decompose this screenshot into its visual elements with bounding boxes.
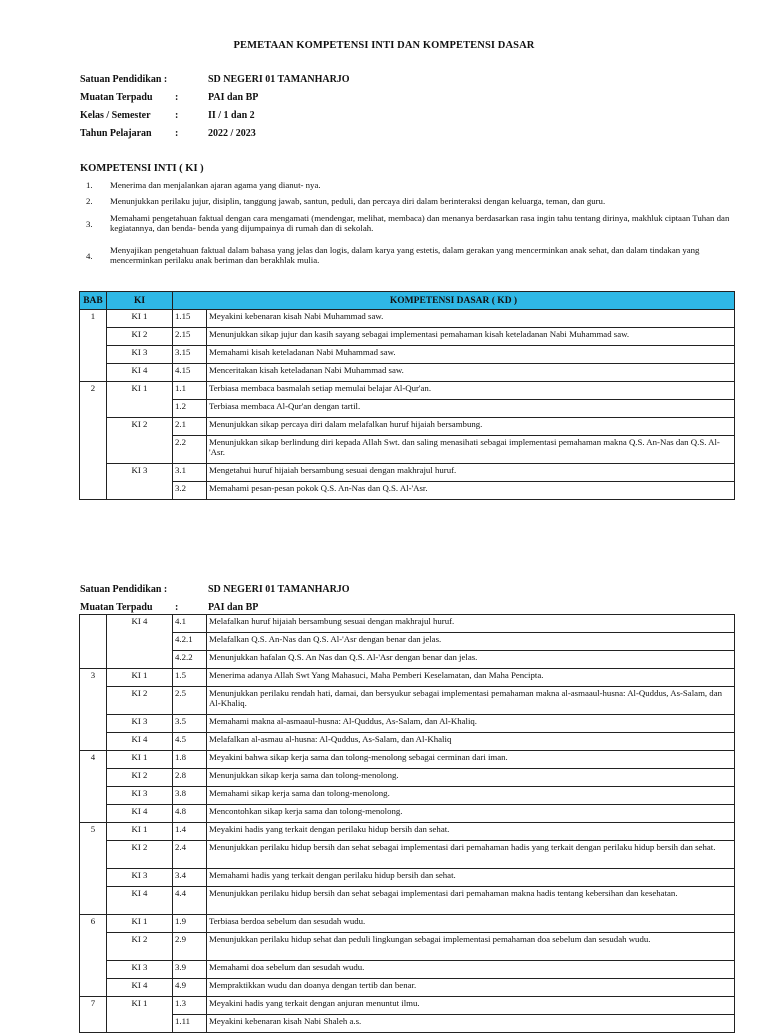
document-title: PEMETAAN KOMPETENSI INTI DAN KOMPETENSI DASAR [233,40,535,51]
kd-text-cell: Menerima adanya Allah Swt Yang Mahasuci, Maha Pemberi Keselamatan, dan Maha Pencipta. [207,669,735,687]
ki-cell: KI 4 [107,733,173,751]
kd-text-cell: Terbiasa membaca basmalah setiap memulai belajar Al-Qur'an. [207,382,735,400]
header-ki: KI [107,292,173,310]
ki-text: Menerima dan menjalankan ajaran agama yang dianut- nya. [110,180,321,190]
kd-number-cell: 1.3 [173,997,207,1015]
kd-number-cell: 1.2 [173,400,207,418]
kd-text-cell: Memahami makna al-asmaaul-husna: Al-Quddus, As-Salam, dan Al-Khaliq. [207,715,735,733]
info-label: Tahun Pelajaran [80,128,152,139]
bab-cell [80,615,107,633]
table-row [80,633,735,651]
info-value: SD NEGERI 01 TAMANHARJO [208,74,350,85]
info-value: II / 1 dan 2 [208,110,255,121]
ki-cell: KI 3 [107,787,173,805]
kd-number-cell: 3.2 [173,482,207,500]
table-row [80,382,735,400]
table-row [80,464,735,482]
ki-cell: KI 1 [107,310,173,328]
ki-number: 3. [86,219,93,229]
info-value: SD NEGERI 01 TAMANHARJO [208,584,350,595]
kd-text-cell: Meyakini bahwa sikap kerja sama dan tolong-menolong sebagai cerminan dari iman. [207,751,735,769]
ki-cell: KI 3 [107,346,173,364]
table-row [80,715,735,733]
kd-text-cell: Menunjukkan sikap berlindung diri kepada Allah Swt. dan saling menasihati sebagai implementasi pemahaman makna Q.S. An-Nas dan Q.S. Al-'Asr. [207,436,735,464]
table-row [80,669,735,687]
ki-cell: KI 1 [107,751,173,769]
ki-text: Menyajikan pengetahuan faktual dalam bahasa yang jelas dan logis, dalam karya yang estetis, dalam gerakan yang mencerminkan anak sehat, dan dalam tindakan yang mencerminkan perilaku anak beriman dan berakhlak mulia. [110,245,700,265]
info-value: PAI dan BP [208,92,259,103]
info-label: Kelas / Semester [80,110,151,121]
bab-cell [80,418,107,436]
ki-cell: KI 4 [107,979,173,997]
table-row [80,933,735,961]
kd-text-cell: Menunjukkan perilaku hidup bersih dan sehat sebagai implementasi dari pemahaman makna hadis tentang kebersihan dan kesehatan. [207,887,735,915]
table-row [80,733,735,751]
ki-cell [107,436,173,464]
kd-number-cell: 3.9 [173,961,207,979]
kd-text-cell: Menunjukkan sikap kerja sama dan tolong-menolong. [207,769,735,787]
bab-cell [80,887,107,915]
kd-text-cell: Meyakini hadis yang terkait dengan perilaku hidup bersih dan sehat. [207,823,735,841]
kd-text-cell: Mencontohkan sikap kerja sama dan tolong-menolong. [207,805,735,823]
kd-text-cell: Memahami kisah keteladanan Nabi Muhammad saw. [207,346,735,364]
kd-number-cell: 4.8 [173,805,207,823]
ki-text: Memahami pengetahuan faktual dengan cara mengamati (mendengar, melihat, membaca) dan menanya berdasarkan rasa ingin tahu tentang dirinya, makhluk ciptaan Tuhan dan kegiatannya, dan benda- benda yang dijumpainya di rumah dan di sekolah. [110,213,730,233]
table-row [80,769,735,787]
table-row [80,787,735,805]
kd-text-cell: Terbiasa membaca Al-Qur'an dengan tartil. [207,400,735,418]
info-label: Muatan Terpadu [80,92,153,103]
bab-cell [80,733,107,751]
table-row [80,482,735,500]
kd-number-cell: 2.5 [173,687,207,715]
kd-number-cell: 1.1 [173,382,207,400]
kd-number-cell: 4.9 [173,979,207,997]
bab-cell [80,633,107,651]
ki-item [80,180,321,190]
kd-text-cell: Mempraktikkan wudu dan doanya dengan tertib dan benar. [207,979,735,997]
kd-text-cell: Meyakini hadis yang terkait dengan anjuran menuntut ilmu. [207,997,735,1015]
table-row [80,651,735,669]
bab-cell: 6 [80,915,107,933]
kd-number-cell: 4.15 [173,364,207,382]
kd-number-cell: 2.1 [173,418,207,436]
ki-cell: KI 3 [107,869,173,887]
bab-cell [80,364,107,382]
kd-text-cell: Memahami doa sebelum dan sesudah wudu. [207,961,735,979]
info-value: PAI dan BP [208,602,259,613]
info-label: Satuan Pendidikan : [80,584,168,595]
kd-table-body [80,615,735,1033]
info-label: Satuan Pendidikan : [80,74,168,85]
kd-text-cell: Meyakini kebenaran kisah Nabi Shaleh a.s. [207,1015,735,1033]
ki-number: 2. [86,196,93,206]
ki-cell: KI 2 [107,933,173,961]
ki-cell: KI 1 [107,823,173,841]
kd-text-cell: Mengetahui huruf hijaiah bersambung sesuai dengan makhrajul huruf. [207,464,735,482]
table-row [80,687,735,715]
ki-number: 4. [86,251,93,261]
ki-cell: KI 3 [107,464,173,482]
kd-number-cell: 3.15 [173,346,207,364]
header-bab: BAB [80,292,107,310]
kd-number-cell: 1.11 [173,1015,207,1033]
ki-cell: KI 4 [107,805,173,823]
ki-cell: KI 3 [107,715,173,733]
bab-cell: 2 [80,382,107,400]
kd-number-cell: 4.5 [173,733,207,751]
header-kd: KOMPETENSI DASAR ( KD ) [173,292,735,310]
ki-number: 1. [86,180,93,190]
ki-cell [107,633,173,651]
info-value: 2022 / 2023 [208,128,256,139]
table-row [80,346,735,364]
kd-number-cell: 4.2.1 [173,633,207,651]
table-row [80,805,735,823]
kd-number-cell: 2.8 [173,769,207,787]
kd-text-cell: Menceritakan kisah keteladanan Nabi Muhammad saw. [207,364,735,382]
ki-item [80,245,740,265]
table-row [80,615,735,633]
ki-cell [107,651,173,669]
ki-cell: KI 4 [107,615,173,633]
info-colon: : [175,110,179,121]
bab-cell [80,436,107,464]
kd-table-page2 [79,614,735,1033]
kd-text-cell: Melafalkan al-asmau al-husna: Al-Quddus, As-Salam, dan Al-Khaliq [207,733,735,751]
kd-number-cell: 2.2 [173,436,207,464]
table-row [80,436,735,464]
kd-number-cell: 2.15 [173,328,207,346]
table-header-row [80,292,735,310]
table-row [80,869,735,887]
kd-text-cell: Menunjukkan perilaku hidup sehat dan peduli lingkungan sebagai implementasi pemahaman doa sebelum dan sesudah wudu. [207,933,735,961]
kd-number-cell: 1.9 [173,915,207,933]
bab-cell [80,769,107,787]
kd-text-cell: Menunjukkan hafalan Q.S. An Nas dan Q.S. Al-'Asr dengan benar dan jelas. [207,651,735,669]
bab-cell: 5 [80,823,107,841]
ki-item [80,213,740,233]
kd-number-cell: 3.1 [173,464,207,482]
kd-text-cell: Memahami pesan-pesan pokok Q.S. An-Nas dan Q.S. Al-'Asr. [207,482,735,500]
kd-text-cell: Melafalkan Q.S. An-Nas dan Q.S. Al-'Asr dengan benar dan jelas. [207,633,735,651]
ki-cell: KI 2 [107,841,173,869]
ki-cell: KI 1 [107,669,173,687]
kd-text-cell: Menunjukkan perilaku rendah hati, damai, dan bersyukur sebagai implementasi pemahaman makna al-asmaaul-husna: Al-Quddus, As-Salam, dan Al-Khaliq. [207,687,735,715]
bab-cell [80,933,107,961]
bab-cell [80,346,107,364]
kd-table-body [80,310,735,500]
ki-cell [107,482,173,500]
table-row [80,328,735,346]
ki-cell: KI 4 [107,364,173,382]
kd-text-cell: Memahami sikap kerja sama dan tolong-menolong. [207,787,735,805]
info-colon: : [175,602,179,613]
kd-number-cell: 2.9 [173,933,207,961]
ki-cell: KI 4 [107,887,173,915]
ki-cell: KI 3 [107,961,173,979]
bab-cell [80,841,107,869]
table-row [80,979,735,997]
info-colon: : [175,128,179,139]
kd-text-cell: Memahami hadis yang terkait dengan perilaku hidup bersih dan sehat. [207,869,735,887]
bab-cell [80,651,107,669]
table-row [80,400,735,418]
ki-text: Menunjukkan perilaku jujur, disiplin, tanggung jawab, santun, peduli, dan percaya diri dalam berinteraksi dengan keluarga, teman, dan guru. [110,196,606,206]
kd-text-cell: Terbiasa berdoa sebelum dan sesudah wudu. [207,915,735,933]
ki-cell: KI 2 [107,769,173,787]
bab-cell [80,482,107,500]
kd-number-cell: 3.8 [173,787,207,805]
info-label: Muatan Terpadu [80,602,153,613]
bab-cell: 1 [80,310,107,328]
bab-cell [80,787,107,805]
bab-cell [80,869,107,887]
kd-number-cell: 3.5 [173,715,207,733]
kd-text-cell: Menunjukkan sikap percaya diri dalam melafalkan huruf hijaiah bersambung. [207,418,735,436]
table-row [80,915,735,933]
kd-number-cell: 1.5 [173,669,207,687]
table-row [80,823,735,841]
bab-cell [80,805,107,823]
ki-cell: KI 2 [107,687,173,715]
bab-cell [80,464,107,482]
bab-cell [80,400,107,418]
table-row [80,751,735,769]
ki-cell: KI 1 [107,382,173,400]
bab-cell [80,687,107,715]
kd-number-cell: 3.4 [173,869,207,887]
kd-number-cell: 2.4 [173,841,207,869]
table-row [80,961,735,979]
table-row [80,997,735,1015]
bab-cell [80,328,107,346]
table-row [80,887,735,915]
kd-text-cell: Menunjukkan perilaku hidup bersih dan sehat sebagai implementasi dari pemahaman hadis yang terkait dengan perilaku hidup bersih dan sehat. [207,841,735,869]
kd-number-cell: 4.1 [173,615,207,633]
info-colon: : [175,92,179,103]
table-row [80,310,735,328]
kd-number-cell: 1.15 [173,310,207,328]
kd-text-cell: Menunjukkan sikap jujur dan kasih sayang sebagai implementasi pemahaman kisah keteladanan Nabi Muhammad saw. [207,328,735,346]
ki-cell: KI 2 [107,328,173,346]
table-row [80,418,735,436]
ki-item [80,196,605,206]
bab-cell [80,979,107,997]
ki-heading: KOMPETENSI INTI ( KI ) [80,163,204,174]
ki-cell: KI 1 [107,915,173,933]
bab-cell [80,715,107,733]
kd-number-cell: 4.2.2 [173,651,207,669]
kd-text-cell: Meyakini kebenaran kisah Nabi Muhammad saw. [207,310,735,328]
kd-number-cell: 4.4 [173,887,207,915]
ki-cell: KI 2 [107,418,173,436]
ki-cell [107,400,173,418]
bab-cell: 4 [80,751,107,769]
bab-cell: 7 [80,997,107,1015]
ki-cell: KI 1 [107,997,173,1015]
kd-number-cell: 1.8 [173,751,207,769]
kd-text-cell: Melafalkan huruf hijaiah bersambung sesuai dengan makhrajul huruf. [207,615,735,633]
bab-cell [80,961,107,979]
kd-number-cell: 1.4 [173,823,207,841]
bab-cell: 3 [80,669,107,687]
table-row [80,841,735,869]
kd-table-page1 [79,291,735,500]
table-row [80,364,735,382]
